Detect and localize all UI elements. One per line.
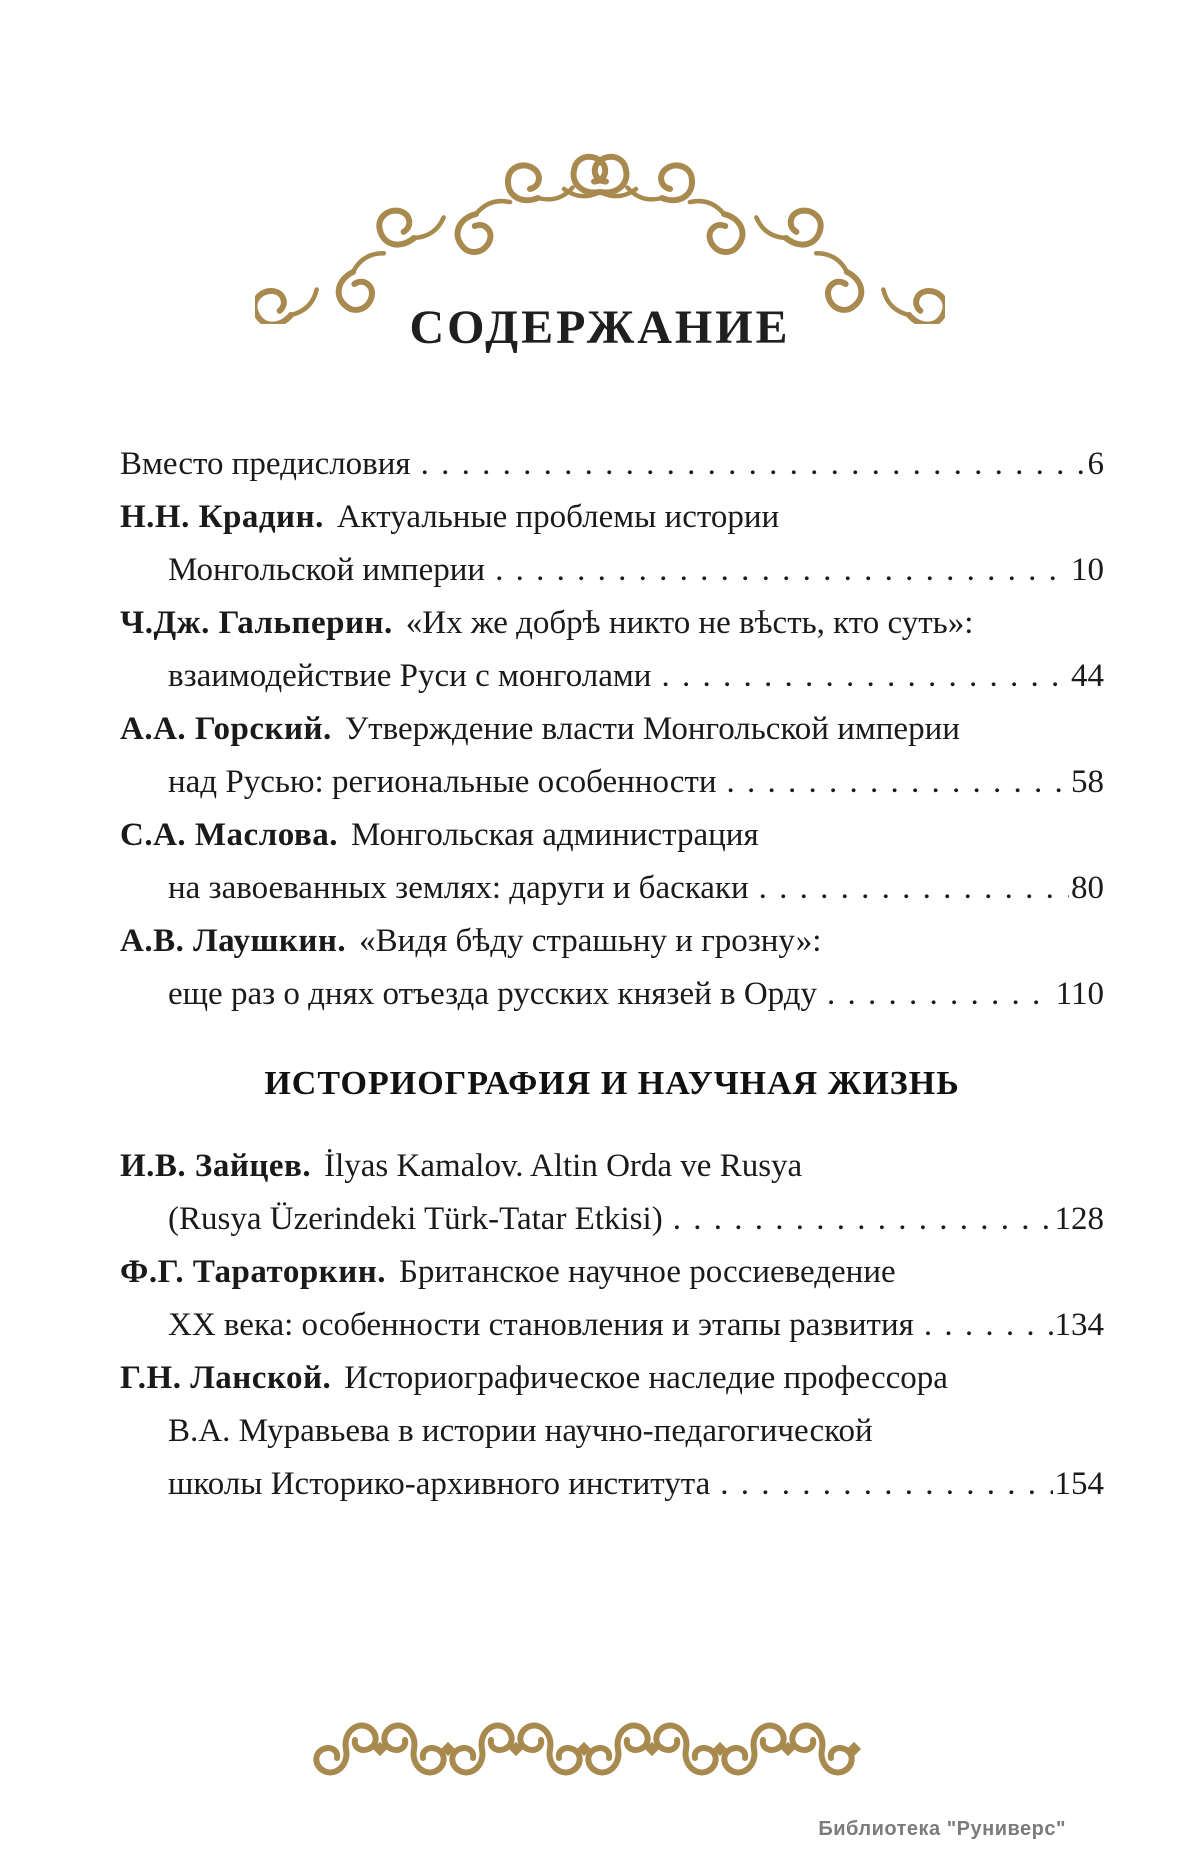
dot-leader <box>495 544 1069 597</box>
dot-leader <box>827 968 1054 1021</box>
entry-text: Актуальные проблемы истории <box>336 499 780 535</box>
bottom-ornament <box>312 1712 888 1791</box>
toc-entry <box>120 809 1104 915</box>
toc-entry <box>120 1140 1104 1246</box>
entry-page-number: 58 <box>1071 764 1104 800</box>
entry-author: Г.Н. Ланской. <box>120 1360 332 1396</box>
toc-entry <box>120 491 1104 597</box>
dot-leader <box>421 438 1086 491</box>
entry-text: Историографическое наследие профессора <box>344 1360 948 1396</box>
toc-line <box>120 491 1104 544</box>
toc-entry <box>120 597 1104 703</box>
dot-leader <box>727 756 1070 809</box>
entry-author: Ф.Г. Тараторкин. <box>120 1254 386 1290</box>
dot-leader <box>720 1458 1052 1511</box>
entry-author: А.А. Горский. <box>120 711 332 747</box>
entry-page-number: 154 <box>1054 1466 1104 1502</box>
entry-text: на завоеванных землях: даруги и баскаки <box>168 870 749 906</box>
dot-leader <box>759 862 1069 915</box>
entry-text: (Rusya Üzerindeki Türk-Tatar Etkisi) <box>168 1201 663 1237</box>
entry-text: «Их же добрѣ никто не вѣсть, кто суть»: <box>405 605 974 641</box>
entry-text: школы Историко-архивного института <box>168 1466 711 1502</box>
toc-line <box>120 544 1104 597</box>
page-title: СОДЕРЖАНИЕ <box>409 301 791 354</box>
toc-line <box>120 1458 1104 1511</box>
entry-author: И.В. Зайцев. <box>120 1148 312 1184</box>
toc-entry <box>120 1246 1104 1352</box>
entry-text: взаимодействие Руси с монголами <box>168 658 652 694</box>
entry-text: над Русью: региональные особенности <box>168 764 717 800</box>
entry-text: XX века: особенности становления и этапы развития <box>168 1307 914 1343</box>
entry-page-number: 110 <box>1055 976 1104 1012</box>
toc-line <box>120 703 1104 756</box>
toc-line <box>120 1140 1104 1193</box>
entry-text: Утверждение власти Монгольской империи <box>344 711 960 747</box>
entry-page-number: 134 <box>1054 1307 1104 1343</box>
entry-text: Вместо предисловия <box>120 446 411 482</box>
entry-text: Монгольская администрация <box>350 817 759 853</box>
entry-page-number: 128 <box>1054 1201 1104 1237</box>
toc-line <box>120 968 1104 1021</box>
toc-line <box>120 597 1104 650</box>
bottom-ornament-svg <box>312 1712 888 1786</box>
toc-line <box>120 756 1104 809</box>
toc-line <box>120 1246 1104 1299</box>
dot-leader <box>924 1299 1053 1352</box>
toc-line <box>120 915 1104 968</box>
entry-author: Ч.Дж. Гальперин. <box>120 605 393 641</box>
watermark-runivers: Библиотека "Руниверс" <box>818 1818 1066 1840</box>
toc-line <box>120 1405 1104 1458</box>
toc-entry <box>120 1352 1104 1511</box>
entry-text: В.А. Муравьева в истории научно-педагогической <box>168 1413 873 1449</box>
toc-line <box>120 438 1104 491</box>
toc-entry <box>120 438 1104 491</box>
entry-text: Монгольской империи <box>168 552 486 588</box>
dot-leader <box>673 1193 1053 1246</box>
entry-author: С.А. Маслова. <box>120 817 338 853</box>
entry-text: Британское научное россиеведение <box>398 1254 896 1290</box>
entry-author: Н.Н. Крадин. <box>120 499 324 535</box>
toc-line <box>120 1299 1104 1352</box>
toc <box>120 438 1104 1511</box>
dot-leader <box>661 650 1069 703</box>
entry-text: «Видя бѣду страшьну и грозну»: <box>359 923 822 959</box>
entry-text: еще раз о днях отъезда русских князей в Орду <box>168 976 818 1012</box>
entry-page-number: 10 <box>1071 552 1104 588</box>
entry-page-number: 6 <box>1087 446 1104 482</box>
entry-page-number: 44 <box>1071 658 1104 694</box>
toc-line <box>120 1193 1104 1246</box>
toc-line <box>120 862 1104 915</box>
toc-line <box>120 809 1104 862</box>
toc-line <box>120 650 1104 703</box>
toc-entry <box>120 915 1104 1021</box>
entry-page-number: 80 <box>1071 870 1104 906</box>
toc-entry <box>120 703 1104 809</box>
entry-text: İlyas Kamalov. Altin Orda ve Rusya <box>324 1148 803 1184</box>
top-ornament-svg <box>255 148 945 324</box>
toc-line <box>120 1352 1104 1405</box>
entry-author: А.В. Лаушкин. <box>120 923 347 959</box>
section-heading: ИСТОРИОГРАФИЯ И НАУЧНАЯ ЖИЗНЬ <box>264 1065 960 1102</box>
